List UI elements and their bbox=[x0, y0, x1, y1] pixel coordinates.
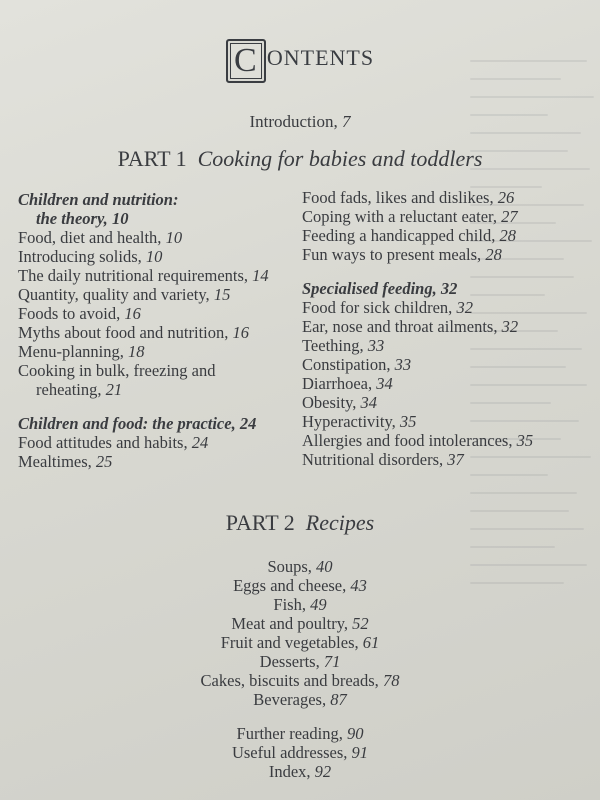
toc-entry bbox=[302, 298, 592, 317]
toc-entry-label: Menu-planning, bbox=[18, 342, 124, 361]
toc-entry-label: Fun ways to present meals, bbox=[302, 245, 482, 264]
toc-entry bbox=[18, 190, 288, 209]
toc-entry-page: 33 bbox=[367, 336, 385, 355]
toc-entry-page: 16 bbox=[124, 304, 141, 323]
toc-entry bbox=[18, 323, 288, 342]
part1-left-column bbox=[18, 190, 288, 471]
toc-entry bbox=[302, 245, 592, 264]
toc-entry-page: 21 bbox=[105, 380, 123, 399]
toc-entry bbox=[0, 595, 600, 614]
toc-entry-page: 32 bbox=[440, 279, 458, 298]
toc-entry-label: Mealtimes, bbox=[18, 452, 92, 471]
toc-entry bbox=[18, 247, 288, 266]
toc-entry-page: 92 bbox=[314, 762, 332, 781]
toc-entry bbox=[18, 342, 288, 361]
toc-entry-page: 28 bbox=[499, 226, 516, 245]
toc-entry-page: 18 bbox=[127, 342, 145, 361]
toc-entry-label: the theory, bbox=[36, 209, 108, 228]
toc-entry-page: 61 bbox=[362, 633, 380, 652]
toc-entry bbox=[0, 652, 600, 671]
toc-entry bbox=[0, 671, 600, 690]
toc-entry-label: Feeding a handicapped child, bbox=[302, 226, 496, 245]
toc-entry bbox=[0, 557, 600, 576]
toc-entry-page: 52 bbox=[352, 614, 369, 633]
part2-heading: PART 2 Recipes bbox=[225, 510, 375, 535]
toc-entry-label: reheating, bbox=[36, 380, 102, 399]
toc-entry bbox=[302, 393, 592, 412]
back-matter-list bbox=[0, 724, 600, 781]
toc-entry-label: Soups, bbox=[267, 557, 312, 576]
toc-entry bbox=[302, 374, 592, 393]
toc-entry-page: 10 bbox=[165, 228, 183, 247]
toc-entry-page: 37 bbox=[447, 450, 464, 469]
toc-entry-label: Food attitudes and habits, bbox=[18, 433, 188, 452]
toc-entry bbox=[302, 412, 592, 431]
introduction-entry: Introduction, 7 bbox=[249, 112, 351, 131]
part1-heading: PART 1 Cooking for babies and toddlers bbox=[117, 146, 483, 171]
toc-entry-page: 90 bbox=[346, 724, 364, 743]
toc-entry bbox=[0, 633, 600, 652]
toc-entry bbox=[18, 361, 288, 380]
toc-entry-page: 10 bbox=[145, 247, 163, 266]
toc-entry bbox=[18, 228, 288, 247]
toc-entry bbox=[18, 452, 288, 471]
toc-entry bbox=[302, 317, 592, 336]
toc-entry-label: Specialised feeding, bbox=[302, 279, 437, 298]
toc-entry-label: Food, diet and health, bbox=[18, 228, 162, 247]
part2-recipe-list bbox=[0, 557, 600, 709]
toc-entry bbox=[302, 336, 592, 355]
toc-entry-page: 33 bbox=[394, 355, 412, 374]
toc-entry-label: Fish, bbox=[273, 595, 306, 614]
toc-entry-label: Beverages, bbox=[253, 690, 327, 709]
toc-entry-page: 87 bbox=[330, 690, 347, 709]
toc-entry-label: Foods to avoid, bbox=[18, 304, 121, 323]
toc-entry-label: Index, bbox=[268, 762, 311, 781]
toc-entry-label: Desserts, bbox=[259, 652, 320, 671]
toc-entry-page: 34 bbox=[360, 393, 378, 412]
toc-entry bbox=[18, 304, 288, 323]
toc-entry-label: Constipation, bbox=[302, 355, 391, 374]
toc-entry bbox=[302, 207, 592, 226]
toc-entry bbox=[18, 266, 288, 285]
part1-right-column bbox=[302, 188, 592, 469]
toc-entry-label: Fruit and vegetables, bbox=[220, 633, 359, 652]
toc-entry bbox=[302, 226, 592, 245]
toc-entry-label: Eggs and cheese, bbox=[233, 576, 347, 595]
toc-entry-page: 35 bbox=[516, 431, 534, 450]
toc-entry bbox=[18, 433, 288, 452]
toc-entry-label: Food for sick children, bbox=[302, 298, 453, 317]
toc-entry-label: Quantity, quality and variety, bbox=[18, 285, 210, 304]
toc-entry-page: 24 bbox=[191, 433, 209, 452]
toc-entry-label: Children and nutrition: bbox=[18, 190, 179, 209]
toc-entry-page: 35 bbox=[399, 412, 417, 431]
toc-entry-label: Cooking in bulk, freezing and bbox=[18, 361, 216, 380]
toc-entry-page: 78 bbox=[382, 671, 400, 690]
toc-entry bbox=[18, 285, 288, 304]
toc-entry-label: Ear, nose and throat ailments, bbox=[302, 317, 498, 336]
toc-entry-label: Coping with a reluctant eater, bbox=[302, 207, 497, 226]
toc-entry-page: 14 bbox=[252, 266, 269, 285]
toc-entry-page: 32 bbox=[501, 317, 519, 336]
title-rest: ontents bbox=[266, 36, 375, 72]
toc-entry-label: Children and food: the practice, bbox=[18, 414, 236, 433]
toc-entry-label: Food fads, likes and dislikes, bbox=[302, 188, 494, 207]
toc-entry bbox=[0, 762, 600, 781]
toc-entry-label: Hyperactivity, bbox=[302, 412, 396, 431]
toc-entry-page: 15 bbox=[213, 285, 231, 304]
toc-entry-page: 28 bbox=[485, 245, 502, 264]
toc-entry-page: 49 bbox=[310, 595, 327, 614]
toc-entry bbox=[0, 614, 600, 633]
toc-entry bbox=[302, 188, 592, 207]
toc-entry-page: 43 bbox=[350, 576, 367, 595]
toc-entry bbox=[302, 355, 592, 374]
toc-entry-label: Myths about food and nutrition, bbox=[18, 323, 229, 342]
toc-entry-page: 27 bbox=[501, 207, 518, 226]
ornamental-drop-cap: C bbox=[226, 39, 266, 83]
toc-entry-label: Meat and poultry, bbox=[231, 614, 349, 633]
toc-entry-label: Teething, bbox=[302, 336, 364, 355]
toc-entry bbox=[18, 414, 288, 433]
toc-entry-label: Introducing solids, bbox=[18, 247, 142, 266]
toc-entry-page: 34 bbox=[376, 374, 393, 393]
toc-entry bbox=[302, 279, 592, 298]
toc-entry bbox=[0, 743, 600, 762]
toc-entry-page: 10 bbox=[111, 209, 129, 228]
toc-entry-label: Further reading, bbox=[236, 724, 343, 743]
toc-entry-page: 16 bbox=[232, 323, 249, 342]
toc-entry bbox=[0, 690, 600, 709]
toc-entry-page: 71 bbox=[323, 652, 341, 671]
toc-entry bbox=[302, 431, 592, 450]
toc-entry-label: Obesity, bbox=[302, 393, 357, 412]
page-title bbox=[0, 36, 600, 83]
toc-entry bbox=[0, 724, 600, 743]
toc-entry-label: The daily nutritional requirements, bbox=[18, 266, 249, 285]
toc-entry bbox=[18, 209, 288, 228]
toc-entry-page: 32 bbox=[456, 298, 473, 317]
toc-entry bbox=[18, 380, 288, 399]
toc-entry-label: Nutritional disorders, bbox=[302, 450, 444, 469]
toc-entry-page: 40 bbox=[316, 557, 333, 576]
toc-entry-page: 25 bbox=[95, 452, 113, 471]
toc-entry bbox=[302, 450, 592, 469]
toc-entry bbox=[0, 576, 600, 595]
toc-entry-label: Allergies and food intolerances, bbox=[302, 431, 513, 450]
toc-entry-label: Cakes, biscuits and breads, bbox=[200, 671, 379, 690]
toc-entry-page: 24 bbox=[239, 414, 257, 433]
toc-entry-page: 26 bbox=[497, 188, 515, 207]
toc-entry-label: Diarrhoea, bbox=[302, 374, 373, 393]
toc-entry-label: Useful addresses, bbox=[231, 743, 348, 762]
toc-entry-page: 91 bbox=[351, 743, 369, 762]
